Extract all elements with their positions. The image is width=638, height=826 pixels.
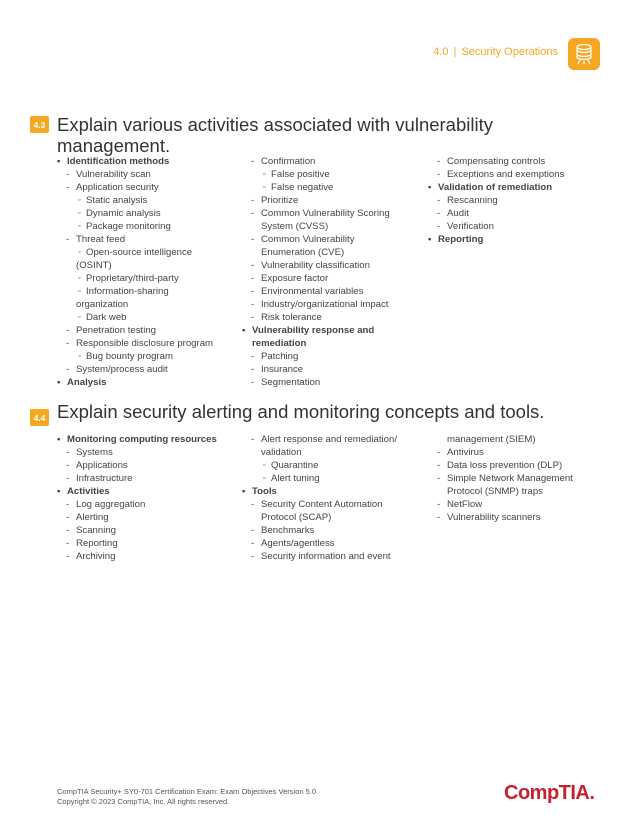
- objective-subtopic: [57, 246, 213, 259]
- objective-text: Antivirus: [447, 447, 484, 458]
- objective-text: Compensating controls: [447, 156, 546, 167]
- objective-text: Application security: [76, 182, 159, 193]
- objective-text: Information-sharing: [86, 286, 169, 297]
- objective-text: Verification: [447, 221, 494, 232]
- objective-subtopic: [57, 498, 217, 511]
- objective-subtopic: [57, 168, 213, 181]
- bullet-dash-icon: -: [437, 447, 441, 458]
- bullet-dot-icon: •: [428, 234, 432, 245]
- objective-subtopic: [57, 337, 213, 350]
- objective-text: Simple Network Management: [447, 473, 573, 484]
- bullet-dash-icon: -: [437, 195, 441, 206]
- bullet-dash-icon: -: [251, 499, 255, 510]
- objective-text: Alerting: [76, 512, 109, 523]
- objective-text: Monitoring computing resources: [67, 434, 217, 445]
- objective-text: Enumeration (CVE): [261, 247, 345, 258]
- bullet-dash-icon: -: [251, 208, 255, 219]
- objective-text: Log aggregation: [76, 499, 146, 510]
- objective-text: Penetration testing: [76, 325, 157, 336]
- objective-text: Static analysis: [86, 195, 148, 206]
- objective-text: Audit: [447, 208, 469, 219]
- bullet-dot-icon: •: [57, 486, 61, 497]
- objective-subtopic: [428, 485, 573, 498]
- objective-4-4-column-1: [57, 433, 217, 563]
- objective-text: Open-source intelligence: [86, 247, 193, 258]
- objective-subtopic: [428, 459, 573, 472]
- objective-text: Infrastructure: [76, 473, 133, 484]
- objective-topic: [428, 181, 564, 194]
- objective-text: validation: [261, 447, 302, 458]
- objective-text: Activities: [67, 486, 110, 497]
- objective-text: Tools: [252, 486, 277, 497]
- objective-topic: [57, 155, 213, 168]
- database-icon: [568, 38, 600, 70]
- bullet-dash-icon: -: [66, 473, 70, 484]
- bullet-square-icon: ▫: [78, 210, 81, 217]
- objective-title-4-4: Explain security alerting and monitoring concepts and tools.: [57, 401, 545, 422]
- bullet-dash-icon: -: [66, 538, 70, 549]
- bullet-dash-icon: -: [251, 364, 255, 375]
- objective-subtopic: [57, 459, 217, 472]
- objective-text: Vulnerability response and: [252, 325, 375, 336]
- objective-subtopic: [242, 298, 390, 311]
- objective-title-4-3: [57, 114, 493, 156]
- objective-text: Patching: [261, 351, 299, 362]
- objective-text: Vulnerability scanners: [447, 512, 541, 523]
- objective-subtopic: [242, 446, 397, 459]
- objective-subtopic: [242, 194, 390, 207]
- objective-text: Segmentation: [261, 377, 321, 388]
- objective-text: Archiving: [76, 551, 116, 562]
- objective-topic: [242, 324, 390, 337]
- bullet-square-icon: ▫: [263, 475, 266, 482]
- objective-text: False positive: [271, 169, 330, 180]
- objective-subtopic: [57, 220, 213, 233]
- objective-text: Alert response and remediation/: [261, 434, 397, 445]
- objective-subtopic: [242, 498, 397, 511]
- objective-subtopic: [242, 459, 397, 472]
- objective-subtopic: [242, 168, 390, 181]
- objective-4-3-column-1: [57, 155, 213, 389]
- bullet-square-icon: ▫: [78, 249, 81, 256]
- objective-subtopic: [242, 537, 397, 550]
- objective-subtopic: [242, 233, 390, 246]
- objective-subtopic: [242, 220, 390, 233]
- bullet-square-icon: ▫: [263, 171, 266, 178]
- objective-text: Common Vulnerability: [261, 234, 355, 245]
- objective-text: Reporting: [76, 538, 118, 549]
- objective-text: Threat feed: [76, 234, 126, 245]
- bullet-square-icon: ▫: [263, 462, 266, 469]
- bullet-dash-icon: -: [251, 312, 255, 323]
- bullet-square-icon: ▫: [78, 275, 81, 282]
- bullet-dash-icon: -: [66, 169, 70, 180]
- header-section-title: Security Operations: [461, 46, 558, 58]
- objective-text: System/process audit: [76, 364, 168, 375]
- bullet-dot-icon: •: [242, 325, 246, 336]
- objective-subtopic: [57, 233, 213, 246]
- objective-subtopic: [57, 363, 213, 376]
- objective-text: Vulnerability scan: [76, 169, 151, 180]
- bullet-square-icon: ▫: [78, 223, 81, 230]
- comptia-logo-text: CompTIA: [504, 782, 590, 804]
- objective-text: Risk tolerance: [261, 312, 322, 323]
- bullet-dash-icon: -: [251, 273, 255, 284]
- objective-title-4-3-line2: management.: [57, 135, 171, 156]
- objective-text: Validation of remediation: [438, 182, 553, 193]
- objective-subtopic: [57, 472, 217, 485]
- objective-text: Exposure factor: [261, 273, 329, 284]
- objective-text: NetFlow: [447, 499, 483, 510]
- objective-subtopic: [242, 181, 390, 194]
- objective-text: Systems: [76, 447, 113, 458]
- bullet-dash-icon: -: [66, 325, 70, 336]
- bullet-dash-icon: -: [251, 525, 255, 536]
- bullet-square-icon: ▫: [78, 288, 81, 295]
- footer-copyright: Copyright © 2023 CompTIA, Inc. All rights reserved.: [57, 797, 230, 806]
- bullet-dash-icon: -: [437, 156, 441, 167]
- bullet-dot-icon: •: [242, 486, 246, 497]
- objective-text: Prioritize: [261, 195, 299, 206]
- objective-subtopic: [242, 272, 390, 285]
- objective-text: Environmental variables: [261, 286, 364, 297]
- objective-subtopic: [242, 350, 390, 363]
- objective-badge-4-4: 4.4: [30, 409, 49, 426]
- objective-text: Security information and event: [261, 551, 391, 562]
- objective-topic: [57, 485, 217, 498]
- objective-subtopic: [242, 363, 390, 376]
- bullet-dash-icon: -: [251, 434, 255, 445]
- objective-text: Dynamic analysis: [86, 208, 161, 219]
- bullet-dash-icon: -: [251, 260, 255, 271]
- objective-text: False negative: [271, 182, 334, 193]
- objective-text: Exceptions and exemptions: [447, 169, 565, 180]
- objective-subtopic: [57, 311, 213, 324]
- objective-text: Identification methods: [67, 156, 170, 167]
- objective-subtopic: [242, 246, 390, 259]
- bullet-square-icon: ▫: [78, 197, 81, 204]
- objective-subtopic: [242, 376, 390, 389]
- bullet-dash-icon: -: [251, 195, 255, 206]
- bullet-dash-icon: -: [66, 338, 70, 349]
- objective-4-3-column-2: [242, 155, 390, 389]
- bullet-square-icon: ▫: [263, 184, 266, 191]
- header-section-number: 4.0: [433, 46, 449, 58]
- bullet-dash-icon: -: [251, 551, 255, 562]
- objective-subtopic: [57, 511, 217, 524]
- objective-subtopic: [57, 324, 213, 337]
- bullet-dash-icon: -: [66, 364, 70, 375]
- objective-text: Quarantine: [271, 460, 319, 471]
- objective-subtopic: [57, 550, 217, 563]
- objective-subtopic: [242, 511, 397, 524]
- objective-text: Vulnerability classification: [261, 260, 370, 271]
- objective-subtopic: [428, 207, 564, 220]
- objective-text: (OSINT): [76, 260, 112, 271]
- bullet-dash-icon: -: [66, 234, 70, 245]
- objective-text: Dark web: [86, 312, 127, 323]
- objective-subtopic: [242, 155, 390, 168]
- objective-subtopic: [428, 446, 573, 459]
- objective-subtopic: [242, 311, 390, 324]
- objective-subtopic: [242, 285, 390, 298]
- objective-text: Responsible disclosure program: [76, 338, 214, 349]
- bullet-square-icon: ▫: [78, 314, 81, 321]
- objective-subtopic: [57, 272, 213, 285]
- objective-subtopic: [428, 194, 564, 207]
- objective-text: Package monitoring: [86, 221, 171, 232]
- bullet-dash-icon: -: [251, 351, 255, 362]
- objective-topic: [57, 433, 217, 446]
- objective-text: Applications: [76, 460, 128, 471]
- bullet-dash-icon: -: [66, 551, 70, 562]
- objective-text: Scanning: [76, 525, 117, 536]
- objective-4-4-column-2: [242, 433, 397, 563]
- objective-subtopic: [57, 524, 217, 537]
- bullet-dash-icon: -: [66, 525, 70, 536]
- objective-topic: [428, 233, 564, 246]
- objective-topic: [242, 485, 397, 498]
- bullet-dot-icon: •: [57, 156, 61, 167]
- bullet-dash-icon: -: [437, 512, 441, 523]
- objective-subtopic: [428, 472, 573, 485]
- objective-4-4-column-3: [428, 433, 573, 524]
- bullet-dash-icon: -: [251, 538, 255, 549]
- objective-text: Analysis: [67, 377, 107, 388]
- objective-text: System (CVSS): [261, 221, 329, 232]
- objective-text: Bug bounty program: [86, 351, 173, 362]
- bullet-dot-icon: •: [428, 182, 432, 193]
- objective-subtopic: [428, 220, 564, 233]
- objective-text: Benchmarks: [261, 525, 315, 536]
- objective-subtopic: [57, 259, 213, 272]
- bullet-dash-icon: -: [251, 286, 255, 297]
- objective-subtopic: [428, 168, 564, 181]
- objective-text: organization: [76, 299, 129, 310]
- objective-subtopic: [428, 155, 564, 168]
- comptia-logo: [504, 782, 594, 805]
- objective-text: Alert tuning: [271, 473, 320, 484]
- objective-topic: [242, 337, 390, 350]
- objective-text: Protocol (SNMP) traps: [447, 486, 543, 497]
- objective-subtopic: [57, 207, 213, 220]
- objective-subtopic: [242, 472, 397, 485]
- objective-subtopic: [57, 194, 213, 207]
- bullet-dash-icon: -: [437, 208, 441, 219]
- bullet-dash-icon: -: [251, 234, 255, 245]
- objective-text: remediation: [252, 338, 307, 349]
- bullet-dash-icon: -: [66, 499, 70, 510]
- bullet-dash-icon: -: [66, 460, 70, 471]
- bullet-dash-icon: -: [251, 377, 255, 388]
- objective-text: Insurance: [261, 364, 304, 375]
- objective-subtopic: [242, 259, 390, 272]
- bullet-dash-icon: -: [251, 299, 255, 310]
- bullet-dash-icon: -: [437, 460, 441, 471]
- comptia-logo-mark: .: [589, 782, 595, 804]
- objective-subtopic: [57, 181, 213, 194]
- objective-4-3-column-3: [428, 155, 564, 246]
- objective-subtopic: [428, 433, 573, 446]
- objective-topic: [57, 376, 213, 389]
- objective-text: Proprietary/third-party: [86, 273, 179, 284]
- objective-subtopic: [57, 285, 213, 298]
- bullet-dash-icon: -: [251, 156, 255, 167]
- objective-text: Protocol (SCAP): [261, 512, 332, 523]
- objective-subtopic: [242, 207, 390, 220]
- header-separator: |: [453, 46, 457, 58]
- objective-subtopic: [242, 433, 397, 446]
- bullet-dash-icon: -: [66, 512, 70, 523]
- objective-subtopic: [428, 498, 573, 511]
- bullet-dash-icon: -: [437, 221, 441, 232]
- bullet-dash-icon: -: [437, 473, 441, 484]
- objective-text: management (SIEM): [447, 434, 536, 445]
- objective-text: Data loss prevention (DLP): [447, 460, 563, 471]
- bullet-dot-icon: •: [57, 434, 61, 445]
- bullet-dot-icon: •: [57, 377, 61, 388]
- objective-subtopic: [57, 298, 213, 311]
- objective-text: Industry/organizational impact: [261, 299, 389, 310]
- footer: [57, 787, 316, 807]
- objective-subtopic: [242, 550, 397, 563]
- header-section-label: [433, 46, 558, 58]
- objective-text: Rescanning: [447, 195, 498, 206]
- objective-subtopic: [57, 537, 217, 550]
- bullet-dash-icon: -: [66, 447, 70, 458]
- objective-subtopic: [57, 446, 217, 459]
- objective-text: Reporting: [438, 234, 484, 245]
- bullet-dash-icon: -: [437, 499, 441, 510]
- objective-title-4-3-line1: Explain various activities associated with vulnerability: [57, 114, 493, 135]
- objective-text: Confirmation: [261, 156, 316, 167]
- bullet-dash-icon: -: [437, 169, 441, 180]
- bullet-square-icon: ▫: [78, 353, 81, 360]
- objective-subtopic: [428, 511, 573, 524]
- objective-subtopic: [242, 524, 397, 537]
- footer-exam-info: CompTIA Security+ SY0-701 Certification Exam: Exam Objectives Version 5.0: [57, 787, 317, 796]
- objective-subtopic: [57, 350, 213, 363]
- objective-text: Agents/agentless: [261, 538, 335, 549]
- objective-text: Security Content Automation: [261, 499, 383, 510]
- bullet-dash-icon: -: [66, 182, 70, 193]
- objective-badge-4-3: 4.3: [30, 116, 49, 133]
- objective-text: Common Vulnerability Scoring: [261, 208, 390, 219]
